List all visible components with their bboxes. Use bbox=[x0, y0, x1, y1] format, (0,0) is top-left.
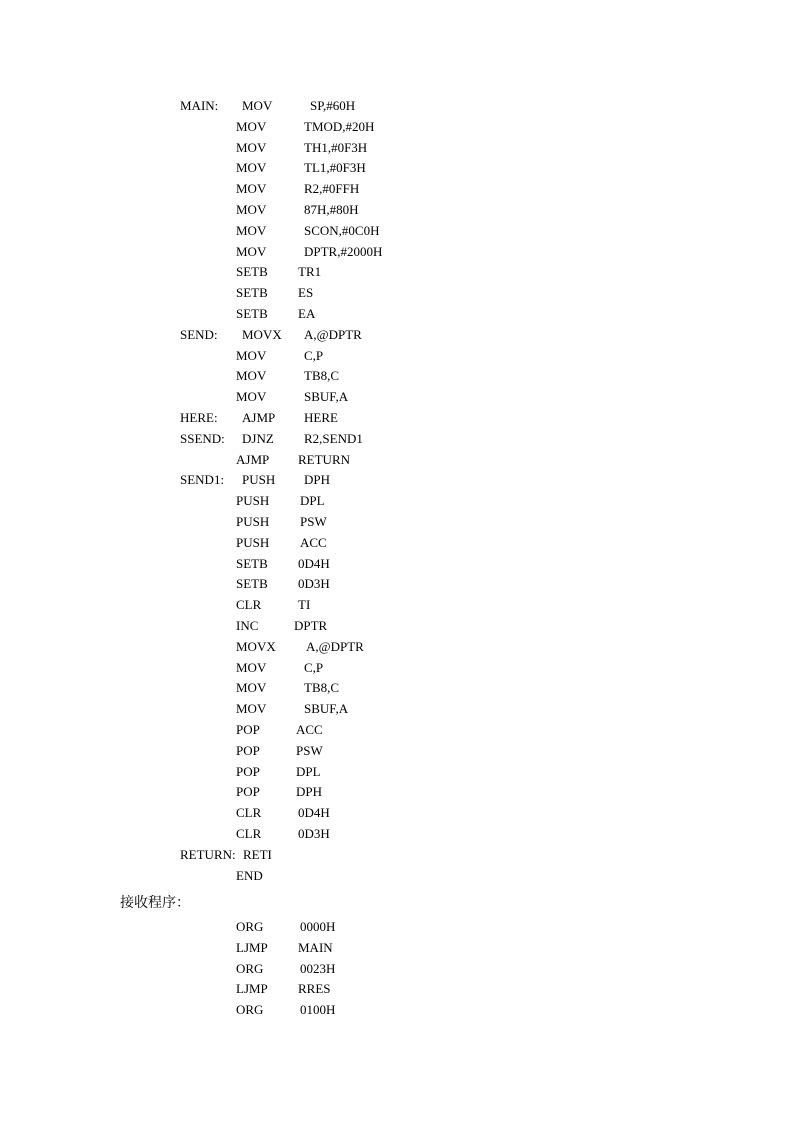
code-opcode: POP bbox=[236, 784, 260, 800]
code-opcode: ORG bbox=[236, 1002, 264, 1018]
code-opcode: SETB bbox=[236, 576, 268, 592]
code-operand: SBUF,A bbox=[304, 701, 349, 717]
code-opcode: SETB bbox=[236, 555, 268, 571]
code-opcode: MOV bbox=[236, 347, 267, 363]
code-opcode: PUSH bbox=[242, 472, 276, 488]
code-line bbox=[0, 825, 794, 843]
code-operand: ACC bbox=[300, 534, 327, 550]
code-opcode: AJMP bbox=[242, 410, 276, 425]
code-opcode: MOVX bbox=[242, 326, 282, 342]
code-operand: ES bbox=[298, 285, 314, 301]
code-opcode: MOV bbox=[236, 222, 267, 238]
code-line bbox=[0, 555, 794, 573]
code-operand: TB8,C bbox=[304, 680, 340, 696]
code-opcode: MOV bbox=[236, 389, 267, 405]
code-line bbox=[0, 1001, 794, 1019]
code-operand: TH1,#0F3H bbox=[304, 139, 368, 155]
code-label: SSEND: bbox=[180, 430, 225, 446]
code-label: MAIN: bbox=[180, 98, 219, 113]
code-line bbox=[0, 180, 794, 198]
code-line bbox=[0, 763, 794, 781]
code-opcode: MOV bbox=[236, 118, 267, 134]
code-opcode: RETI bbox=[243, 846, 272, 862]
code-line bbox=[0, 534, 794, 552]
code-line bbox=[0, 575, 794, 593]
code-operand: HERE bbox=[304, 410, 338, 425]
code-opcode: ORG bbox=[236, 960, 264, 976]
code-opcode: PUSH bbox=[236, 514, 270, 529]
code-opcode: CLR bbox=[236, 826, 262, 841]
code-opcode: POP bbox=[236, 722, 260, 737]
code-line bbox=[0, 846, 794, 864]
code-label: SEND: bbox=[180, 326, 218, 342]
code-label: HERE: bbox=[180, 410, 218, 425]
code-opcode: MOV bbox=[242, 98, 273, 113]
code-opcode: MOV bbox=[236, 181, 267, 197]
code-line bbox=[0, 430, 794, 448]
code-operand: TI bbox=[298, 597, 311, 613]
code-operand: EA bbox=[298, 306, 316, 321]
code-line bbox=[0, 388, 794, 406]
code-operand: SCON,#0C0H bbox=[304, 222, 380, 238]
code-line bbox=[0, 118, 794, 136]
code-line bbox=[0, 159, 794, 177]
code-operand: 0023H bbox=[300, 960, 336, 976]
code-operand: 0D3H bbox=[298, 826, 330, 841]
code-line bbox=[0, 783, 794, 801]
code-line bbox=[0, 409, 794, 427]
code-operand: TR1 bbox=[298, 264, 322, 280]
code-opcode: INC bbox=[236, 618, 259, 633]
code-line bbox=[0, 367, 794, 385]
code-line bbox=[0, 867, 794, 885]
code-opcode: MOV bbox=[236, 680, 267, 696]
code-operand: RETURN bbox=[298, 451, 350, 467]
code-operand: SBUF,A bbox=[304, 389, 349, 405]
code-opcode: MOV bbox=[236, 701, 267, 717]
code-line bbox=[0, 617, 794, 635]
code-line bbox=[0, 960, 794, 978]
code-operand: 0D3H bbox=[298, 576, 330, 592]
code-line bbox=[0, 305, 794, 323]
code-opcode: AJMP bbox=[236, 451, 270, 467]
receive-program-heading: 接收程序： bbox=[120, 895, 190, 911]
code-operand: MAIN bbox=[298, 939, 333, 955]
code-operand: 0000H bbox=[300, 919, 336, 934]
code-line bbox=[0, 471, 794, 489]
code-line bbox=[0, 513, 794, 531]
code-opcode: LJMP bbox=[236, 939, 268, 955]
code-operand: A,@DPTR bbox=[306, 638, 364, 654]
code-operand: SP,#60H bbox=[310, 98, 356, 113]
code-operand: RRES bbox=[298, 981, 331, 997]
code-opcode: MOV bbox=[236, 202, 267, 217]
code-line bbox=[0, 222, 794, 240]
code-operand: DPH bbox=[296, 784, 323, 800]
code-opcode: END bbox=[236, 867, 263, 883]
code-line bbox=[0, 980, 794, 998]
code-opcode: MOV bbox=[236, 368, 267, 384]
code-line bbox=[0, 492, 794, 510]
code-operand: 0D4H bbox=[298, 555, 330, 571]
code-line bbox=[0, 139, 794, 157]
code-opcode: PUSH bbox=[236, 534, 270, 550]
code-opcode: PUSH bbox=[236, 493, 270, 509]
code-line bbox=[0, 939, 794, 957]
code-operand: DPTR,#2000H bbox=[304, 243, 383, 259]
code-line bbox=[0, 742, 794, 760]
code-operand: A,@DPTR bbox=[304, 326, 362, 342]
code-operand: 0D4H bbox=[298, 805, 330, 821]
code-opcode: MOV bbox=[236, 243, 267, 259]
code-operand: TL1,#0F3H bbox=[304, 160, 366, 176]
code-line bbox=[0, 659, 794, 677]
code-opcode: SETB bbox=[236, 306, 268, 321]
code-opcode: DJNZ bbox=[242, 430, 274, 446]
code-opcode: CLR bbox=[236, 805, 262, 821]
code-opcode: MOV bbox=[236, 659, 267, 675]
code-operand: PSW bbox=[296, 742, 323, 758]
code-opcode: POP bbox=[236, 742, 260, 758]
code-line bbox=[0, 201, 794, 219]
code-line bbox=[0, 326, 794, 344]
code-line bbox=[0, 451, 794, 469]
code-line bbox=[0, 263, 794, 281]
code-opcode: SETB bbox=[236, 285, 268, 301]
code-label: SEND1: bbox=[180, 472, 225, 488]
code-operand: DPL bbox=[296, 763, 321, 779]
code-operand: DPH bbox=[304, 472, 331, 488]
code-operand: 0100H bbox=[300, 1002, 336, 1018]
code-operand: R2,#0FFH bbox=[304, 181, 360, 197]
code-operand: DPTR bbox=[294, 618, 328, 633]
code-opcode: LJMP bbox=[236, 981, 268, 997]
code-opcode: MOV bbox=[236, 160, 267, 176]
code-operand: TB8,C bbox=[304, 368, 340, 384]
code-operand: PSW bbox=[300, 514, 327, 529]
code-opcode: MOV bbox=[236, 139, 267, 155]
code-operand: TMOD,#20H bbox=[304, 118, 375, 134]
code-line bbox=[0, 679, 794, 697]
code-operand: DPL bbox=[300, 493, 325, 509]
code-line bbox=[0, 638, 794, 656]
code-operand: C,P bbox=[304, 347, 324, 363]
code-line bbox=[0, 243, 794, 261]
code-line bbox=[0, 97, 794, 115]
code-line bbox=[0, 596, 794, 614]
code-opcode: SETB bbox=[236, 264, 268, 280]
code-line bbox=[0, 347, 794, 365]
code-operand: ACC bbox=[296, 722, 323, 737]
code-line bbox=[0, 284, 794, 302]
code-operand: R2,SEND1 bbox=[304, 430, 363, 446]
code-opcode: ORG bbox=[236, 919, 264, 934]
code-operand: C,P bbox=[304, 659, 324, 675]
code-line bbox=[0, 721, 794, 739]
code-opcode: CLR bbox=[236, 597, 262, 613]
code-label: RETURN: bbox=[180, 846, 236, 862]
code-line bbox=[0, 700, 794, 718]
code-operand: 87H,#80H bbox=[304, 202, 359, 217]
code-opcode: MOVX bbox=[236, 638, 276, 654]
code-line bbox=[0, 918, 794, 936]
code-line bbox=[0, 804, 794, 822]
code-opcode: POP bbox=[236, 763, 260, 779]
